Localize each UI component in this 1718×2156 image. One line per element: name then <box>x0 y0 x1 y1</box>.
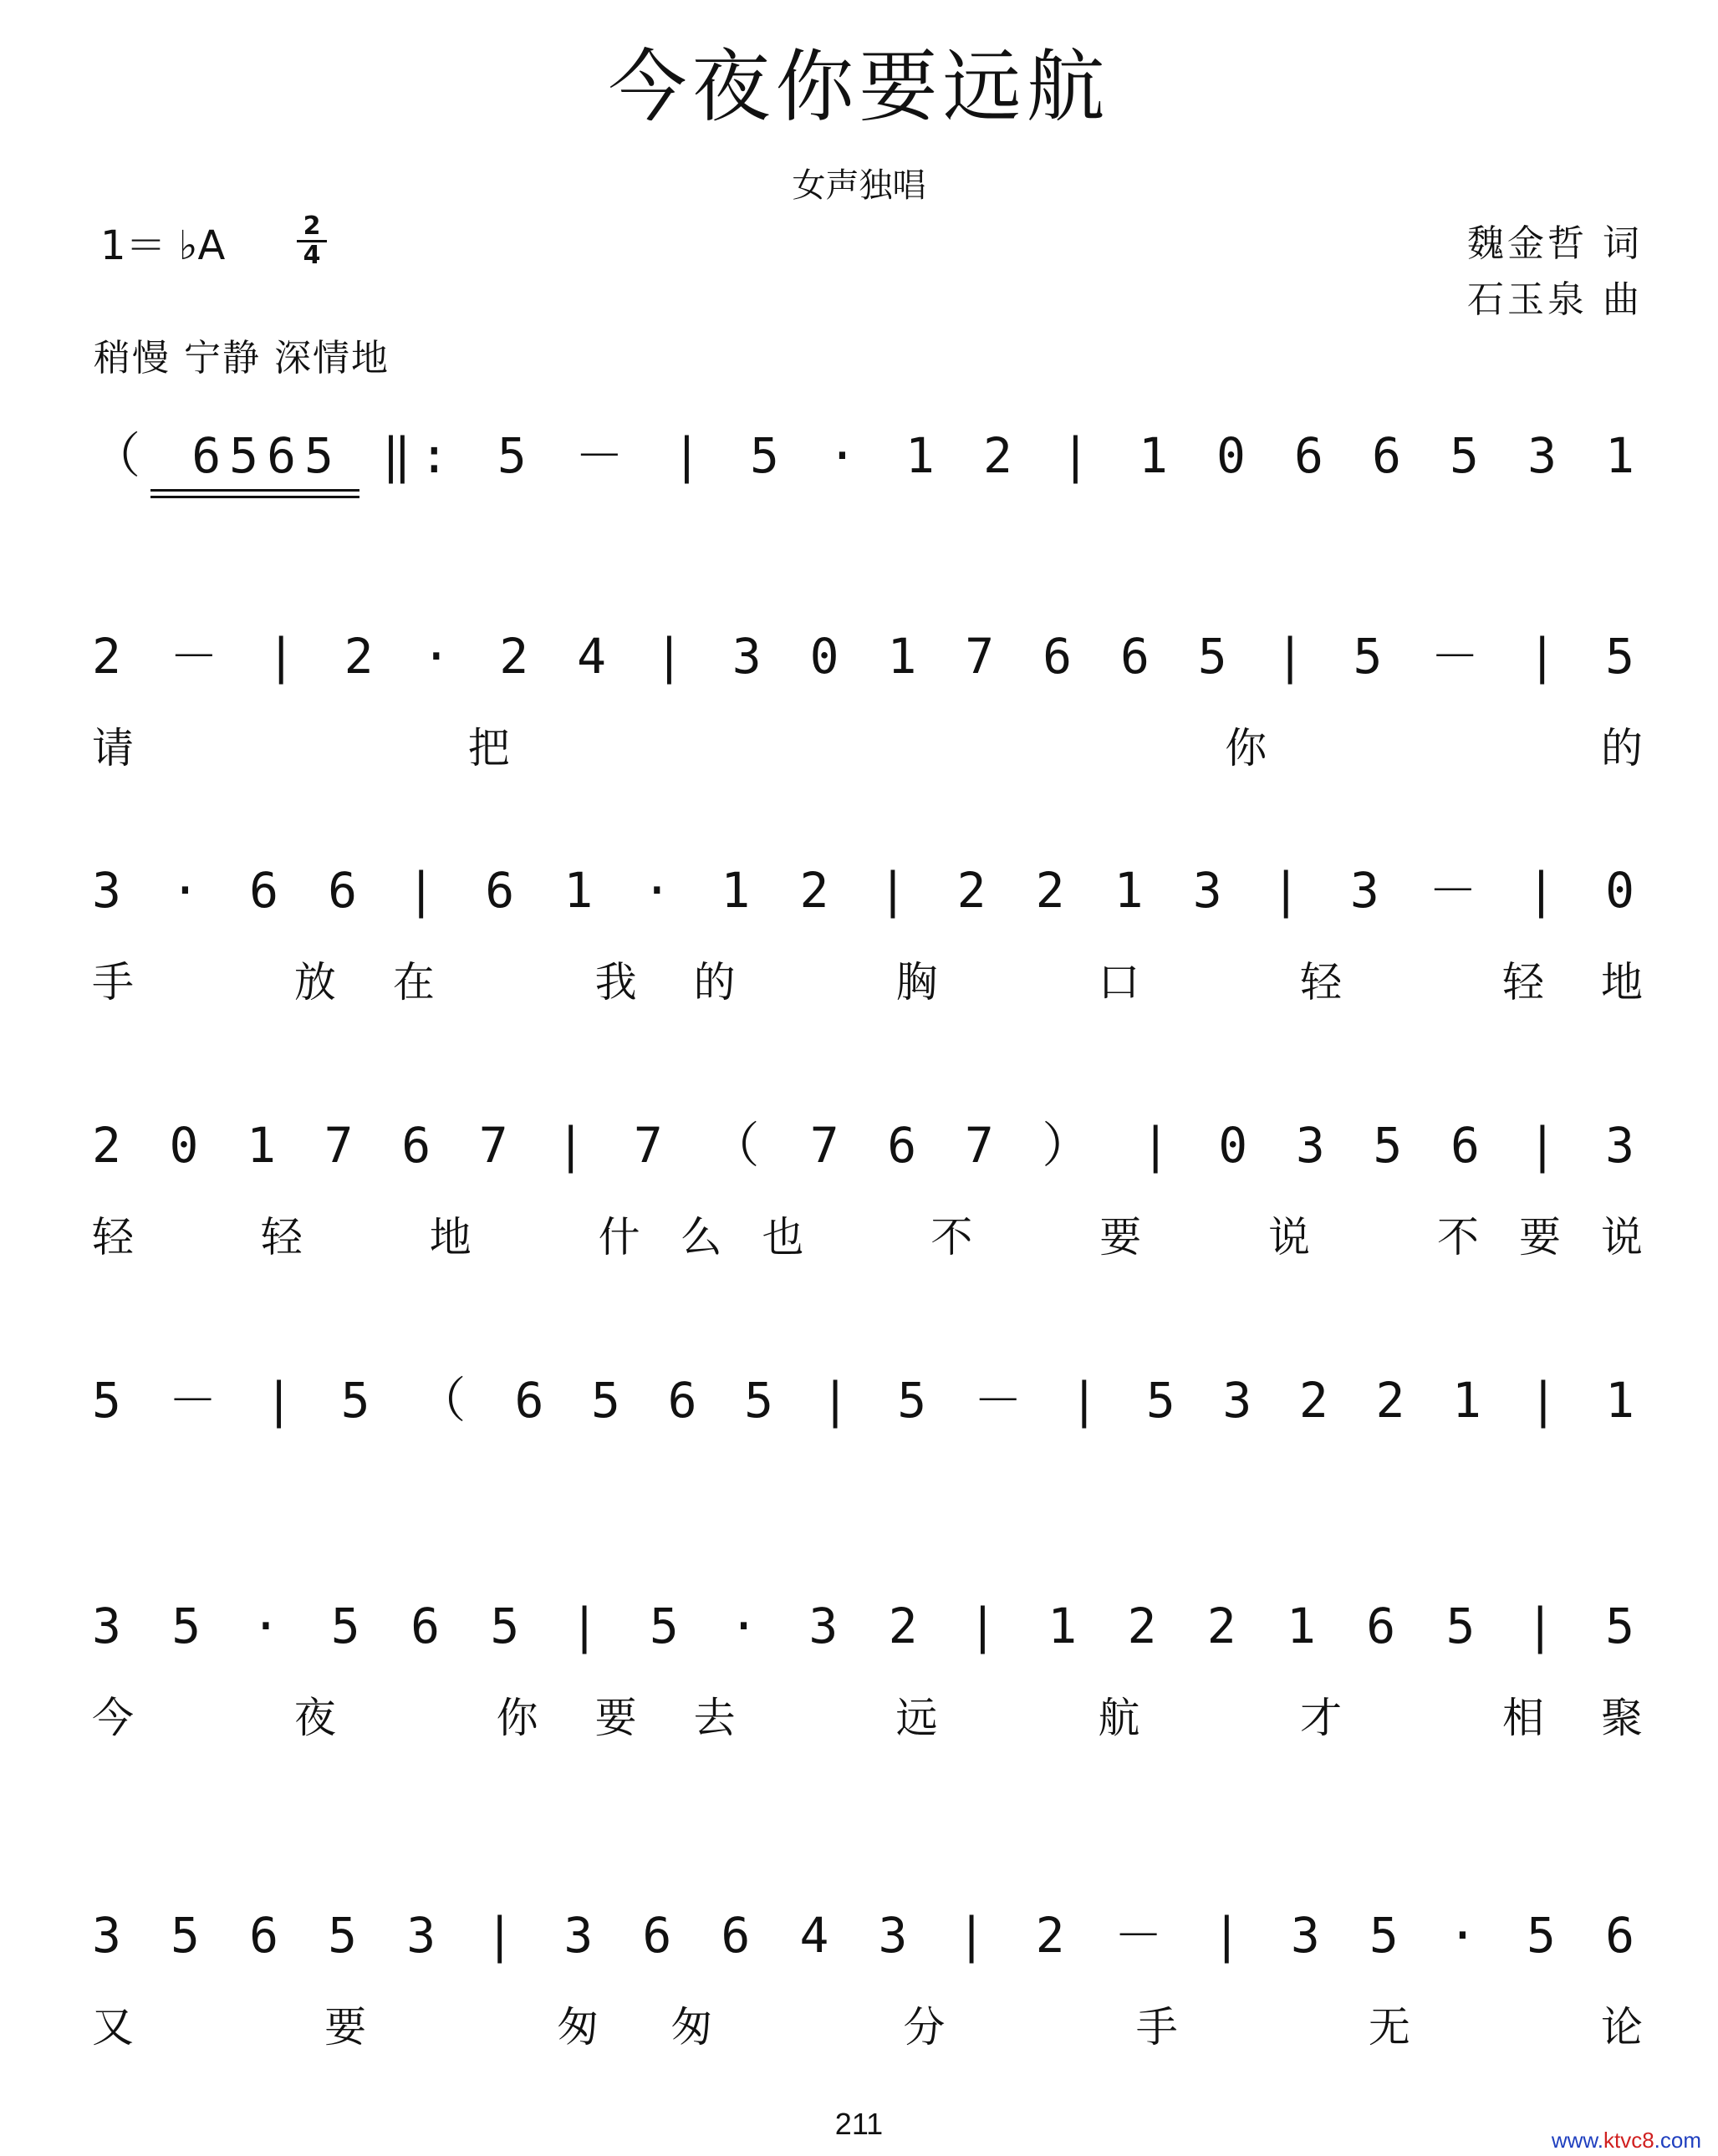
notation-line-3: 3 · 6 6 | 6 1 · 1 2 | 2 2 1 3 | 3 － | 0 <box>92 862 1643 919</box>
song-subtitle: 女声独唱 <box>792 166 926 205</box>
lyric-line-6: 今 夜 你要去 远 航 才 相聚 <box>92 1694 1643 1742</box>
watermark-suffix: .com <box>1654 2128 1701 2153</box>
lyric-line-5 <box>92 1463 1643 1521</box>
notation-line-2: 2 － | 2 · 2 4 | 3 0 1 7 6 6 5 | 5 － | 5 <box>92 628 1643 685</box>
watermark-prefix: www. <box>1551 2128 1603 2153</box>
key-signature <box>100 212 321 271</box>
lyric-line-2: 请把 你的 <box>92 724 1643 772</box>
watermark-brand: ktvc8 <box>1603 2128 1654 2153</box>
lyric-line-7: 又 要 匆匆 分 手 无 论 <box>92 2003 1643 2052</box>
time-signature-denominator: 4 <box>303 241 321 270</box>
notation-line-5: 5 － | 5 （ 6 5 6 5 | 5 － | 5 3 2 2 1 | 1 <box>92 1372 1643 1429</box>
song-title: 今夜你要远航 <box>608 42 1110 133</box>
key-label: 1＝ ♭A <box>100 222 226 269</box>
lyric-line-1 <box>92 518 1643 577</box>
time-signature <box>297 213 327 269</box>
composer-credit: 石玉泉 曲 <box>1467 278 1643 321</box>
page-number: 211 <box>834 2107 884 2141</box>
notation-line-7: 3 5 6 5 3 | 3 6 6 4 3 | 2 － | 3 5 · 5 6 <box>92 1907 1643 1964</box>
lyric-line-4: 轻 轻 地 什么也 不 要 说 不要说 <box>92 1213 1643 1261</box>
notation-line-1: （ 6565 ‖: 5 － | 5 · 1 2 | 1 0 6 6 5 3 1 <box>92 427 1643 484</box>
time-signature-numerator: 2 <box>297 213 327 242</box>
lyricist-credit: 魏金哲 词 <box>1467 222 1643 265</box>
site-watermark <box>1552 2128 1701 2153</box>
tempo-marking: 稍慢 宁静 深情地 <box>94 337 390 380</box>
notation-line-4: 2 0 1 7 6 7 | 7 （ 7 6 7 ） | 0 3 5 6 | 3 <box>92 1117 1643 1174</box>
notation-line-6: 3 5 · 5 6 5 | 5 · 3 2 | 1 2 2 1 6 5 | 5 <box>92 1598 1643 1654</box>
lyric-line-3: 手 放在 我的 胸 口 轻 轻地 <box>92 958 1643 1007</box>
